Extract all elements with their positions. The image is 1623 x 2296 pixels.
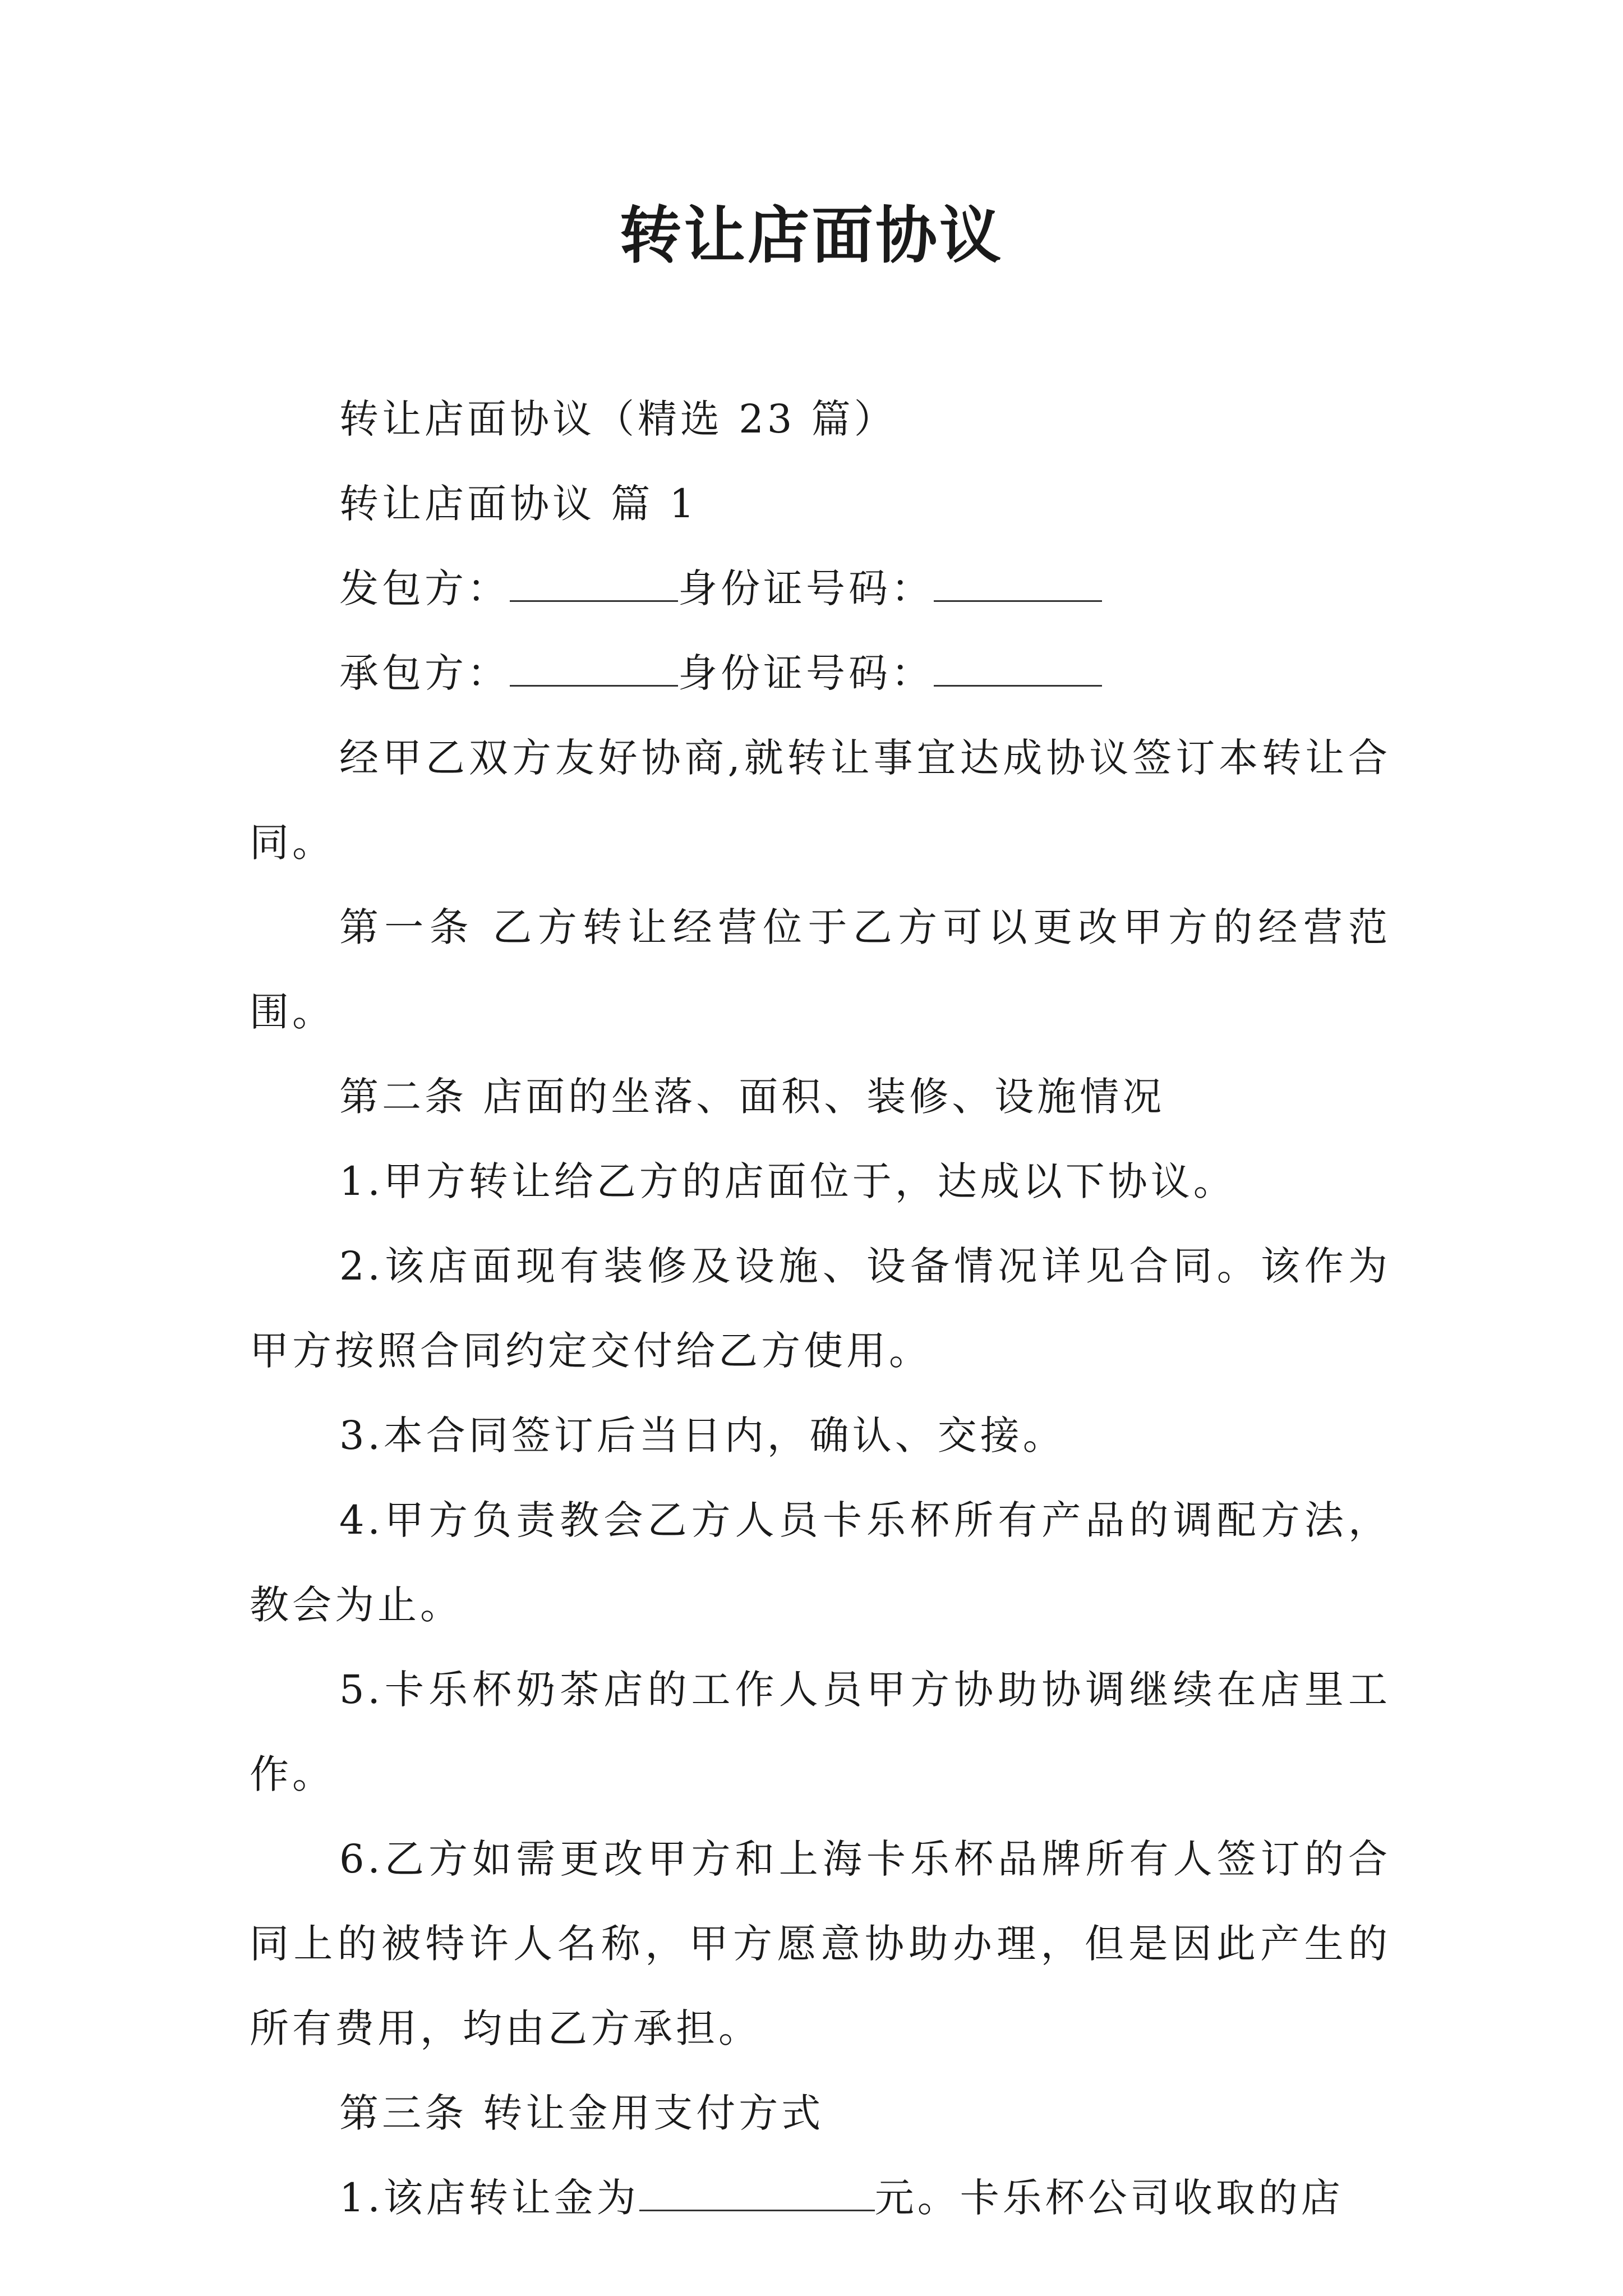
article-1: 第一条 乙方转让经营位于乙方可以更改甲方的经营范围。 [250,904,1391,1035]
party-a-line [250,546,1391,631]
subtitle-line: 转让店面协议（精选 23 篇） [339,396,897,442]
article-3-item-1 [250,2156,1391,2240]
party-b-id-label: 身份证号码： [678,650,934,696]
article-2-item-5: 5.卡乐杯奶茶店的工作人员甲方协助协调继续在店里工作。 [250,1667,1391,1797]
document-body [250,377,1391,2240]
article-2-item-6: 6.乙方如需更改甲方和上海卡乐杯品牌所有人签订的合同上的被特许人名称，甲方愿意协助办理，但是因此产生的所有费用，均由乙方承担。 [250,1836,1391,2051]
transfer-fee-prefix: 1.该店转让金为 [339,2175,639,2221]
article-2-item-4: 4.甲方负责教会乙方人员卡乐杯所有产品的调配方法，教会为止。 [250,1497,1391,1628]
article-3-heading: 第三条 转让金用支付方式 [339,2090,824,2136]
transfer-fee-suffix: 元。卡乐杯公司收取的店 [874,2175,1344,2221]
party-b-line [250,631,1391,716]
article-2-item-3: 3.本合同签订后当日内，确认、交接。 [339,1412,1066,1458]
party-a-name-blank [510,561,678,602]
article-2-item-2: 2.该店面现有装修及设施、设备情况详见合同。该作为甲方按照合同约定交付给乙方使用。 [250,1243,1391,1374]
document-title: 转让店面协议 [620,199,1003,272]
party-a-label: 发包方： [339,565,510,611]
intro-paragraph: 经甲乙双方友好协商,就转让事宜达成协议签订本转让合同。 [250,735,1391,866]
party-b-id-blank [934,646,1102,687]
party-a-id-blank [934,561,1102,602]
transfer-fee-blank [639,2170,875,2211]
chapter-heading: 转让店面协议 篇 1 [339,481,698,527]
party-b-label: 承包方： [339,650,510,696]
article-2-heading: 第二条 店面的坐落、面积、装修、设施情况 [339,1074,1165,1120]
party-a-id-label: 身份证号码： [678,565,934,611]
party-b-name-blank [510,646,678,687]
article-2-item-1: 1.甲方转让给乙方的店面位于，达成以下协议。 [339,1158,1236,1204]
